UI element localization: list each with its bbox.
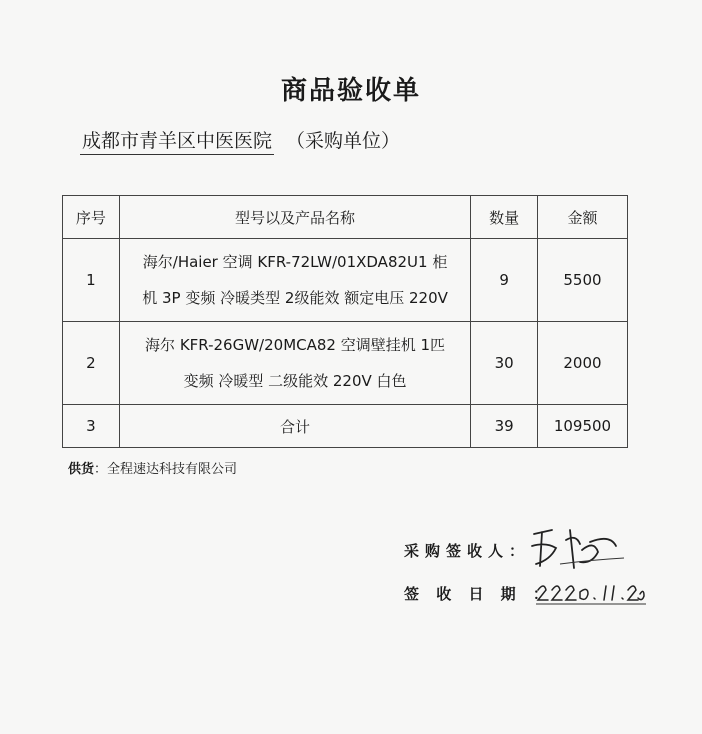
cell-qty: 9 xyxy=(471,239,538,322)
table-row xyxy=(63,322,628,405)
cell-amount: 2000 xyxy=(537,322,627,405)
receiver-label: 采购签收人： xyxy=(404,542,531,560)
cell-amount: 109500 xyxy=(537,405,627,448)
desc-line: 海尔/Haier 空调 KFR-72LW/01XDA82U1 柜 xyxy=(142,253,448,271)
table-header-row xyxy=(63,196,628,239)
handwritten-date xyxy=(536,580,646,610)
cell-desc xyxy=(119,322,471,405)
header-amount: 金额 xyxy=(537,196,627,239)
cell-amount: 5500 xyxy=(537,239,627,322)
header-desc: 型号以及产品名称 xyxy=(119,196,471,239)
supplier-label: 供货 xyxy=(68,462,95,477)
buyer-line xyxy=(80,126,400,153)
buyer-suffix: （采购单位） xyxy=(286,130,401,152)
header-no: 序号 xyxy=(63,196,120,239)
date-label: 签 收 日 期 ： xyxy=(404,585,554,603)
header-qty: 数量 xyxy=(471,196,538,239)
supplier-value: ：全程速达科技有限公司 xyxy=(94,462,238,477)
cell-qty: 39 xyxy=(471,405,538,448)
cell-qty: 30 xyxy=(471,322,538,405)
cell-no: 1 xyxy=(63,239,120,322)
desc-line: 海尔 KFR-26GW/20MCA82 空调壁挂机 1匹 xyxy=(145,336,446,354)
goods-table xyxy=(62,195,628,448)
document-title: 商品验收单 xyxy=(280,76,421,106)
handwritten-signature xyxy=(520,520,630,575)
cell-total-label: 合计 xyxy=(119,405,471,448)
desc-line: 变频 冷暖型 二级能效 220V 白色 xyxy=(183,372,407,390)
table-row xyxy=(63,239,628,322)
cell-no: 3 xyxy=(63,405,120,448)
buyer-name: 成都市青羊区中医医院 xyxy=(80,130,274,155)
cell-desc xyxy=(119,239,471,322)
supplier-line xyxy=(68,458,237,477)
desc-line: 机 3P 变频 冷暖类型 2级能效 额定电压 220V xyxy=(142,289,448,307)
cell-no: 2 xyxy=(63,322,120,405)
table-total-row xyxy=(63,405,628,448)
